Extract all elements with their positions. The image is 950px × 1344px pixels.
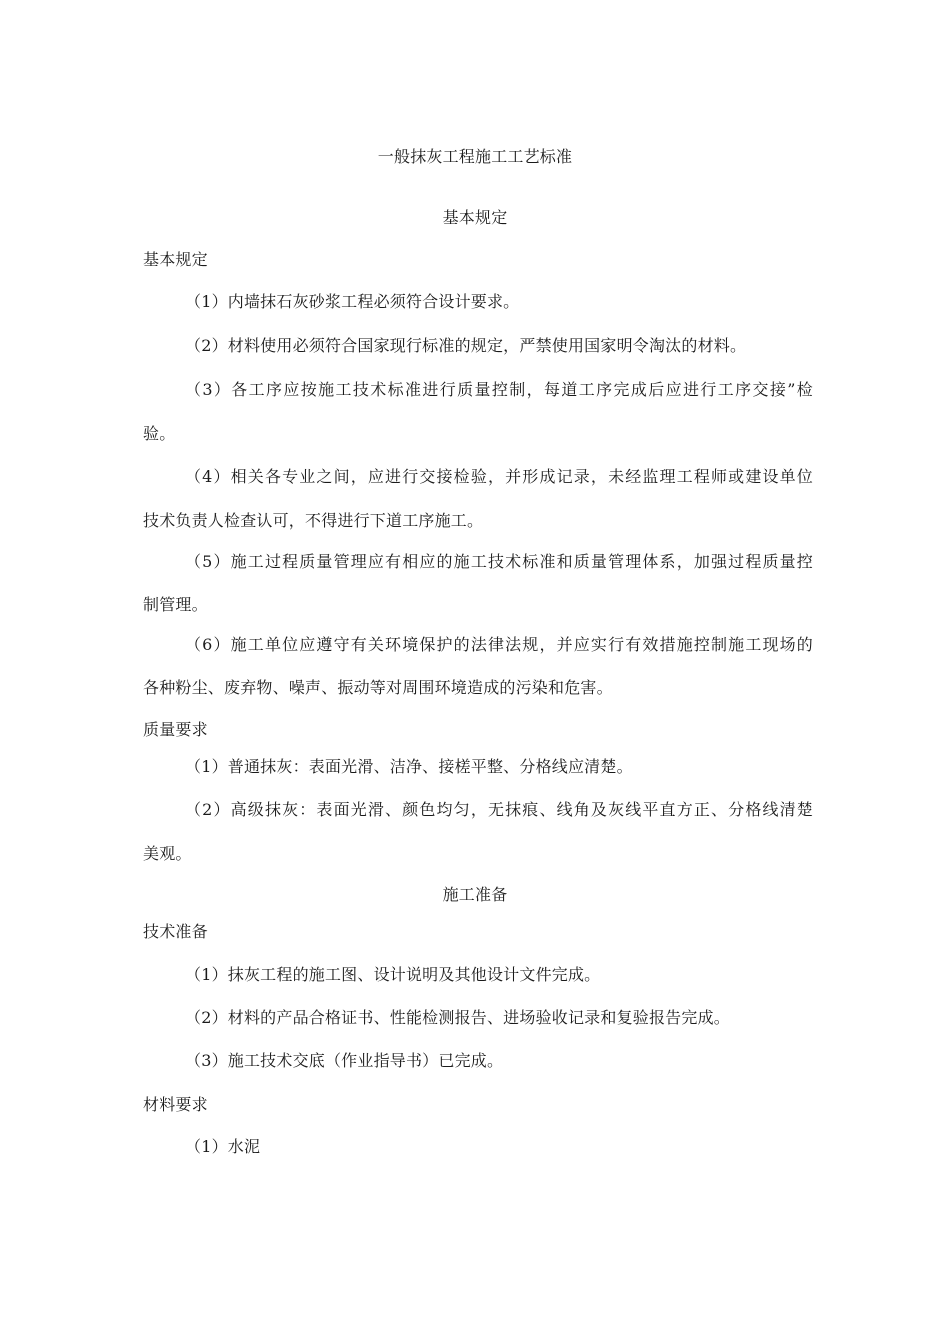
sub-heading-basic-rules: 基本规定 xyxy=(143,250,208,269)
material-heading: 材料要求 xyxy=(143,1095,208,1114)
basic-rule-item-6-line-1: （6）施工单位应遵守有关环境保护的法律法规，并应实行有效措施控制施工现场的 xyxy=(185,635,813,654)
basic-rule-item-4-line-2: 技术负责人检查认可，不得进行下道工序施工。 xyxy=(143,511,484,530)
quality-item-2-line-1: （2）高级抹灰：表面光滑、颜色均匀，无抹痕、线角及灰线平直方正、分格线清楚 xyxy=(185,800,813,819)
section-heading-construction-prep: 施工准备 xyxy=(442,885,508,904)
quality-item-2-line-2: 美观。 xyxy=(143,844,192,863)
document-title: 一般抹灰工程施工工艺标准 xyxy=(377,147,573,166)
basic-rule-item-1: （1）内墙抹石灰砂浆工程必须符合设计要求。 xyxy=(185,292,520,311)
basic-rule-item-4-line-1: （4）相关各专业之间，应进行交接检验，并形成记录，未经监理工程师或建设单位 xyxy=(185,467,813,486)
basic-rule-item-5-line-2: 制管理。 xyxy=(143,595,208,614)
tech-prep-heading: 技术准备 xyxy=(143,922,208,941)
tech-prep-item-3: （3）施工技术交底（作业指导书）已完成。 xyxy=(185,1051,504,1070)
quality-heading: 质量要求 xyxy=(143,720,208,739)
basic-rule-item-3-line-2: 验。 xyxy=(143,424,176,443)
tech-prep-item-2: （2）材料的产品合格证书、性能检测报告、进场验收记录和复验报告完成。 xyxy=(185,1008,730,1027)
material-item-1: （1）水泥 xyxy=(185,1137,261,1156)
basic-rule-item-3-line-1: （3）各工序应按施工技术标准进行质量控制，每道工序完成后应进行工序交接”检 xyxy=(185,380,813,399)
basic-rule-item-5-line-1: （5）施工过程质量管理应有相应的施工技术标准和质量管理体系，加强过程质量控 xyxy=(185,552,813,571)
basic-rule-item-6-line-2: 各种粉尘、废弃物、噪声、振动等对周围环境造成的污染和危害。 xyxy=(143,678,613,697)
tech-prep-item-1: （1）抹灰工程的施工图、设计说明及其他设计文件完成。 xyxy=(185,965,601,984)
section-heading-basic-rules: 基本规定 xyxy=(442,208,508,227)
quality-item-1: （1）普通抹灰：表面光滑、洁净、接槎平整、分格线应清楚。 xyxy=(185,757,633,776)
basic-rule-item-2: （2）材料使用必须符合国家现行标准的规定，严禁使用国家明令淘汰的材料。 xyxy=(185,336,747,355)
